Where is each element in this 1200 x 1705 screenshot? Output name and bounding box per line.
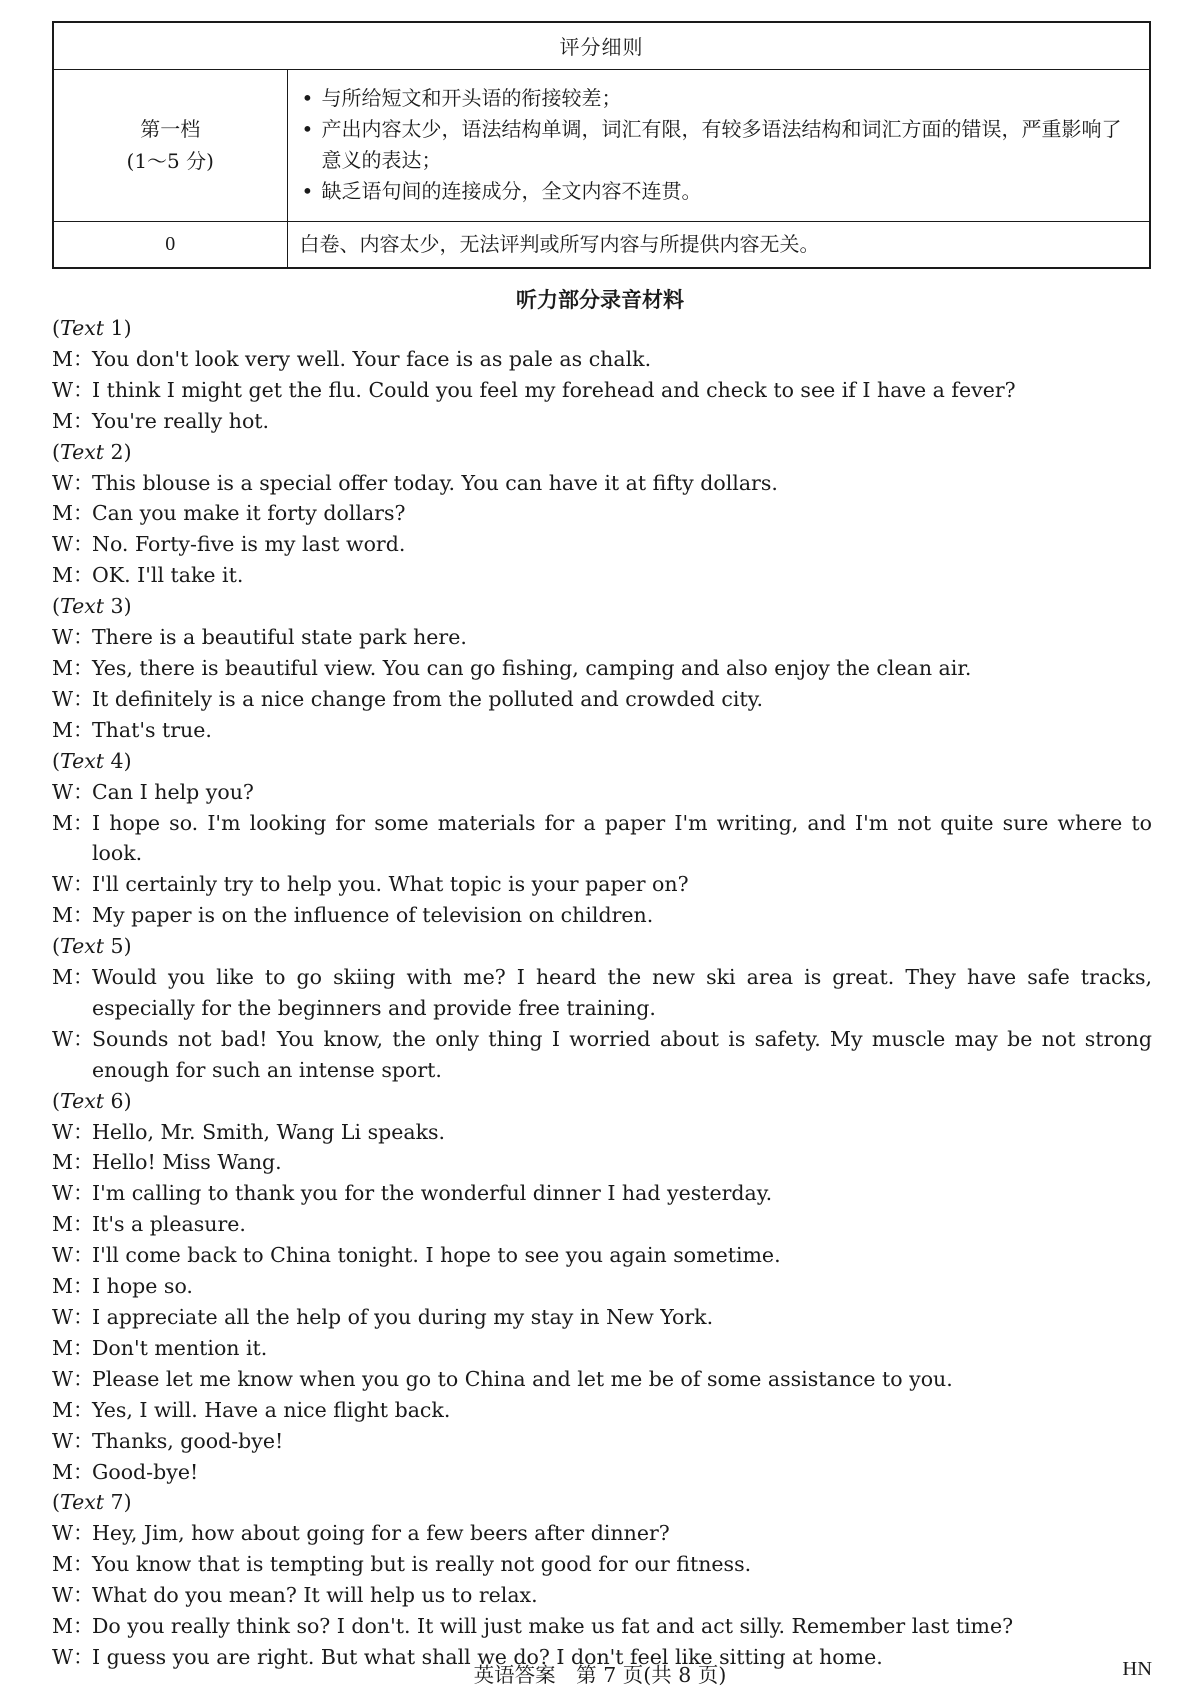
utterance: Hey, Jim, how about going for a few beers after dinner? — [92, 1521, 670, 1546]
dialogue-line — [52, 1302, 1152, 1333]
dialogue-line — [52, 1024, 1152, 1086]
utterance: Can you make it forty dollars? — [92, 501, 406, 526]
dialogue-line — [52, 1271, 1152, 1302]
bullet-icon: • — [301, 117, 314, 141]
speaker: W： — [52, 1644, 94, 1669]
speaker: M： — [52, 1459, 94, 1484]
speaker: W： — [52, 1521, 94, 1546]
dialogue-line — [52, 1209, 1152, 1240]
utterance: This blouse is a special offer today. You can have it at fifty dollars. — [92, 470, 778, 495]
speaker: M： — [52, 346, 94, 371]
speaker: W： — [52, 377, 94, 402]
utterance: What do you mean? It will help us to relax. — [92, 1583, 538, 1608]
dialogue-line — [52, 375, 1152, 406]
dialogue-line — [52, 1549, 1152, 1580]
text-label: (Text 7) — [52, 1490, 132, 1515]
speaker: W： — [52, 532, 94, 557]
utterance: You know that is tempting but is really not good for our fitness. — [92, 1552, 752, 1577]
speaker: M： — [52, 408, 94, 433]
criteria-cell — [287, 69, 1150, 221]
bullet-icon: • — [301, 86, 314, 110]
utterance: Do you really think so? I don't. It will just make us fat and act silly. Remember last time? — [92, 1614, 1014, 1639]
dialogue-line — [52, 1611, 1152, 1642]
utterance: My paper is on the influence of television on children. — [92, 903, 654, 928]
dialogue-line — [52, 1240, 1152, 1271]
level-cell — [53, 69, 287, 221]
speaker: M： — [52, 501, 94, 526]
speaker: M： — [52, 655, 94, 680]
section-title: 听力部分录音材料 — [516, 288, 684, 312]
criteria-item: • 缺乏语句间的连接成分，全文内容不连贯。 — [302, 176, 1140, 207]
utterance: No. Forty-five is my last word. — [92, 532, 406, 557]
text-label: (Text 5) — [52, 934, 132, 959]
level-range: (1～5 分) — [126, 149, 214, 173]
dialogue-line — [52, 1395, 1152, 1426]
dialogue-line — [52, 1457, 1152, 1488]
dialogue-line — [52, 869, 1152, 900]
speaker: M： — [52, 903, 94, 928]
utterance: It's a pleasure. — [92, 1212, 246, 1237]
speaker: W： — [52, 1366, 94, 1391]
speaker: M： — [52, 810, 94, 835]
dialogue-line — [52, 777, 1152, 808]
dialogue-line — [52, 1117, 1152, 1148]
utterance: Don't mention it. — [92, 1335, 268, 1360]
dialogue-line — [52, 1147, 1152, 1178]
dialogue-line — [52, 900, 1152, 931]
speaker: M： — [52, 1212, 94, 1237]
utterance: Sounds not bad! You know, the only thing I worried about is safety. My muscle may be not strong enough for such an intense sport. — [92, 1026, 1152, 1082]
page-footer: 英语答案 第 7 页(共 8 页) — [473, 1663, 727, 1687]
dialogue-line — [52, 1518, 1152, 1549]
speaker: W： — [52, 470, 94, 495]
utterance: You're really hot. — [92, 408, 270, 433]
region-code: HN — [1122, 1658, 1152, 1680]
speaker: W： — [52, 1181, 94, 1206]
speaker: W： — [52, 1305, 94, 1329]
speaker: M： — [52, 1335, 94, 1360]
text-label: (Text 1) — [52, 316, 132, 340]
dialogue-line — [52, 1580, 1152, 1611]
dialogue-line — [52, 529, 1152, 560]
speaker: W： — [52, 872, 94, 897]
speaker: W： — [52, 625, 94, 650]
utterance: Please let me know when you go to China and let me be of some assistance to you. — [92, 1366, 953, 1391]
speaker: M： — [52, 1552, 94, 1577]
utterance: Would you like to go skiing with me? I heard the new ski area is great. They have safe tracks, especially for the beginners and provide free training. — [92, 965, 1152, 1020]
speaker: W： — [52, 1026, 94, 1051]
level-name: 第一档 — [140, 117, 201, 141]
dialogue-line — [52, 653, 1152, 684]
utterance: Hello, Mr. Smith, Wang Li speaks. — [92, 1119, 446, 1144]
utterance: I'll certainly try to help you. What topic is your paper on? — [92, 872, 689, 897]
speaker: M： — [52, 563, 94, 588]
utterance: I think I might get the flu. Could you feel my forehead and check to see if I have a fever? — [92, 377, 1016, 402]
utterance: That's true. — [92, 717, 212, 742]
score-zero-cell: 0 — [53, 221, 287, 268]
dialogue-line — [52, 468, 1152, 499]
utterance: You don't look very well. Your face is as pale as chalk. — [92, 346, 652, 371]
utterance: I guess you are right. But what shall we do? I don't feel like sitting at home. — [92, 1644, 883, 1669]
speaker: W： — [52, 1119, 94, 1144]
speaker: W： — [52, 1428, 94, 1453]
utterance: Yes, there is beautiful view. You can go fishing, camping and also enjoy the clean air. — [92, 655, 972, 680]
dialogue-line — [52, 344, 1152, 375]
dialogue-line — [52, 808, 1152, 870]
dialogue-line — [52, 560, 1152, 591]
utterance: I'm calling to thank you for the wonderful dinner I had yesterday. — [92, 1181, 773, 1206]
dialogue-line — [52, 406, 1152, 437]
utterance: There is a beautiful state park here. — [92, 625, 467, 650]
utterance: Good-bye! — [92, 1459, 199, 1484]
text-label: (Text 3) — [52, 594, 132, 619]
speaker: M： — [52, 717, 94, 742]
dialogue-line — [52, 684, 1152, 715]
speaker: W： — [52, 686, 94, 711]
speaker: W： — [52, 1243, 94, 1268]
bullet-icon: • — [301, 179, 314, 203]
score-zero-desc: 白卷、内容太少，无法评判或所写内容与所提供内容无关。 — [287, 221, 1150, 268]
dialogue-line — [52, 1364, 1152, 1395]
speaker: M： — [52, 1614, 94, 1639]
speaker: W： — [52, 779, 94, 804]
utterance: I appreciate all the help of you during my stay in New York. — [92, 1305, 714, 1329]
text-label: (Text 2) — [52, 439, 132, 464]
utterance: I hope so. I'm looking for some materials for a paper I'm writing, and I'm not quite sure where to look. — [92, 810, 1152, 866]
utterance: I hope so. — [92, 1274, 193, 1299]
grading-table — [52, 21, 1151, 269]
dialogue-line — [52, 1333, 1152, 1364]
dialogue-line — [52, 962, 1152, 1024]
utterance: I'll come back to China tonight. I hope to see you again sometime. — [92, 1243, 781, 1268]
dialogue-line — [52, 1178, 1152, 1209]
utterance: Yes, I will. Have a nice flight back. — [92, 1397, 451, 1422]
criteria-item: • 与所给短文和开头语的衔接较差； — [302, 83, 1140, 114]
text-label: (Text 6) — [52, 1088, 132, 1113]
dialogue-line — [52, 1426, 1152, 1457]
speaker: M： — [52, 965, 94, 990]
utterance: OK. I'll take it. — [92, 563, 244, 588]
utterance: It definitely is a nice change from the polluted and crowded city. — [92, 686, 764, 711]
table-header: 评分细则 — [53, 22, 1150, 69]
speaker: W： — [52, 1583, 94, 1608]
dialogue-line — [52, 622, 1152, 653]
speaker: M： — [52, 1274, 94, 1299]
dialogue-line — [52, 715, 1152, 746]
utterance: Thanks, good-bye! — [92, 1428, 284, 1453]
speaker: M： — [52, 1150, 94, 1175]
criteria-item: • 产出内容太少，语法结构单调，词汇有限，有较多语法结构和词汇方面的错误，严重影响了意义的表达； — [302, 114, 1140, 176]
utterance: Can I help you? — [92, 779, 254, 804]
utterance: Hello! Miss Wang. — [92, 1150, 282, 1175]
text-label: (Text 4) — [52, 748, 132, 773]
speaker: M： — [52, 1397, 94, 1422]
dialogue-line — [52, 498, 1152, 529]
transcript — [52, 313, 1152, 1673]
